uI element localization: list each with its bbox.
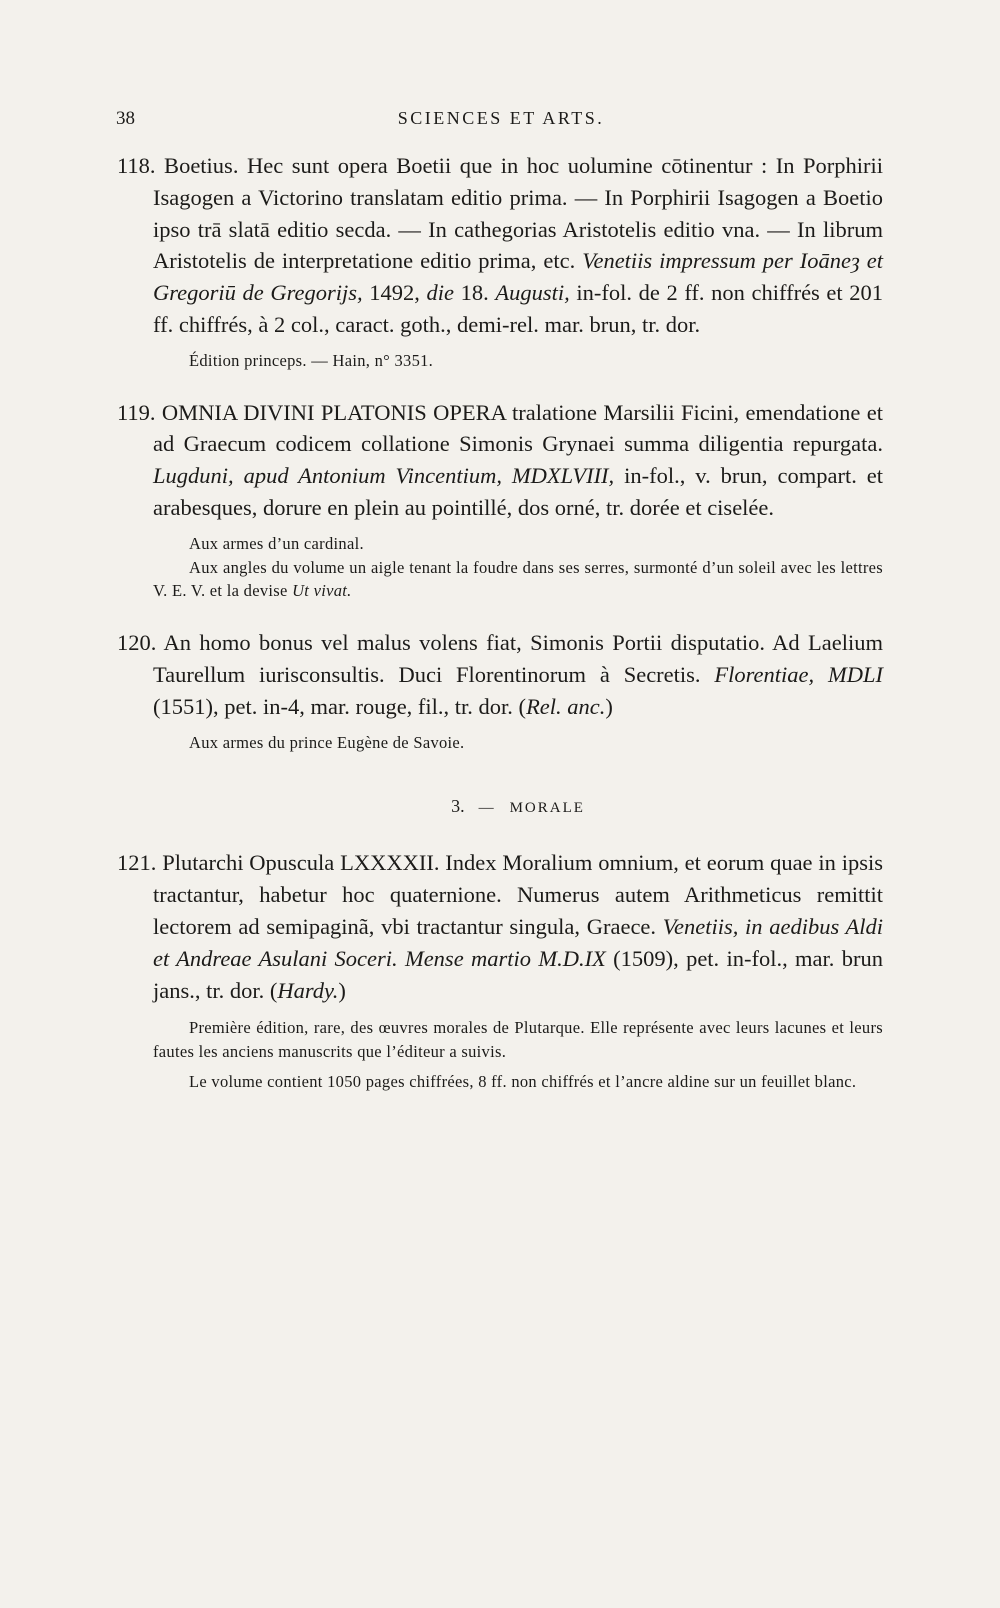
running-head (116, 108, 886, 138)
entry-text: in-fol., v. brun, compart. et arabesques, dorure en plein au pointillé, dos orné, tr. dorée et ciselée. (153, 463, 883, 520)
catalog-entry-118 (117, 150, 884, 341)
entry-text: (1551), pet. in-4, mar. rouge, fil., tr. dor. ( (153, 693, 527, 719)
entry-text: ) (338, 977, 346, 1003)
entry-number: 120. (117, 630, 157, 656)
page-content (117, 150, 884, 1094)
entry-text: OMNIA DIVINI PLATONIS OPERA tralatione Marsilii Ficini, emendatione et ad Graecum codicem collatione Simonis Grynaei summa diligentia repurgata. (153, 399, 883, 457)
catalog-entry-121 (117, 847, 883, 1006)
page-number: 38 (116, 108, 135, 129)
entry-text: in-fol. de 2 ff. non chiffrés et 201 ff. chiffrés, à 2 col., caract. goth., demi-rel. mar. brun, tr. dor. (153, 280, 884, 337)
entry-text: ) (605, 693, 613, 719)
section-title: MORALE (509, 800, 585, 817)
entry-note: Première édition, rare, des œuvres morales de Plutarque. Elle représente avec leurs lacunes et leurs fautes les anciens manuscrits que l’éditeur a suivis. (153, 1018, 883, 1062)
entry-binding: Hardy. (277, 977, 339, 1003)
entry-note: Aux armes d’un cardinal. (189, 533, 364, 553)
section-number: 3. (451, 796, 465, 817)
entry-imprint: Venetiis impressum per Ioāneȝ et Gregoriū de Gregorijs, (153, 248, 883, 306)
entry-imprint: die (426, 280, 455, 306)
catalog-entry-119 (117, 397, 883, 524)
entry-binding: Rel. anc. (526, 693, 606, 719)
entry-note: Aux armes du prince Eugène de Savoie. (189, 732, 465, 752)
section-dash: — (478, 800, 496, 817)
entry-text: 18. (454, 280, 496, 306)
entry-imprint: Lugduni, apud Antonium Vincentium, MDXLVIII, (153, 463, 615, 489)
catalog-entry-120 (117, 627, 883, 722)
section-heading (153, 796, 883, 817)
entry-text: An homo bonus vel malus volens fiat, Simonis Portii disputatio. Ad Laelium Taurellum iurisconsultis. Duci Florentinorum à Secretis. (153, 630, 883, 687)
entry-number: 119. (117, 399, 156, 425)
entry-note: Le volume contient 1050 pages chiffrées, 8 ff. non chiffrés et l’ancre aldine sur un feuillet blanc. (189, 1071, 857, 1091)
entry-text: 1492, (362, 280, 427, 306)
entry-imprint: Augusti, (495, 280, 570, 306)
entry-note (153, 556, 883, 604)
note-text: Aux angles du volume un aigle tenant la foudre dans ses serres, surmonté d’un soleil avec les lettres V. E. V. et la devise (153, 557, 883, 601)
entry-imprint: Florentiae, MDLI (714, 661, 883, 687)
entry-note: Édition princeps. — Hain, n° 3351. (189, 350, 434, 370)
entry-text: (1509), pet. in-fol., mar. brun jans., tr. dor. ( (153, 945, 883, 1003)
entry-text: Plutarchi Opuscula LXXXXII. Index Moralium omnium, et eorum quae in ipsis tractantur, habetur hoc quaternione. Numerus autem Arithmeticus remittit lectorem ad semipaginã, vbi tractantur singula, Graece. (153, 850, 883, 939)
note-motto: Ut vivat. (292, 581, 352, 601)
entry-text: Boetius. Hec sunt opera Boetii que in hoc uolumine cōtinentur : In Porphirii Isagogen a Victorino translatam editio prima. — In Porphirii Isagogen a Boetio ipso trā slatā editio secda. — In cathegorias Aristotelis editio vna. — In librum Aristotelis de interpretatione editio prima, etc. (153, 153, 883, 274)
page-header-title: SCIENCES ET ARTS. (397, 108, 605, 128)
entry-number: 118. (117, 153, 156, 178)
entry-imprint: Venetiis, in aedibus Aldi et Andreae Asulani Soceri. Mense martio M.D.IX (153, 913, 883, 971)
entry-number: 121. (117, 850, 157, 876)
